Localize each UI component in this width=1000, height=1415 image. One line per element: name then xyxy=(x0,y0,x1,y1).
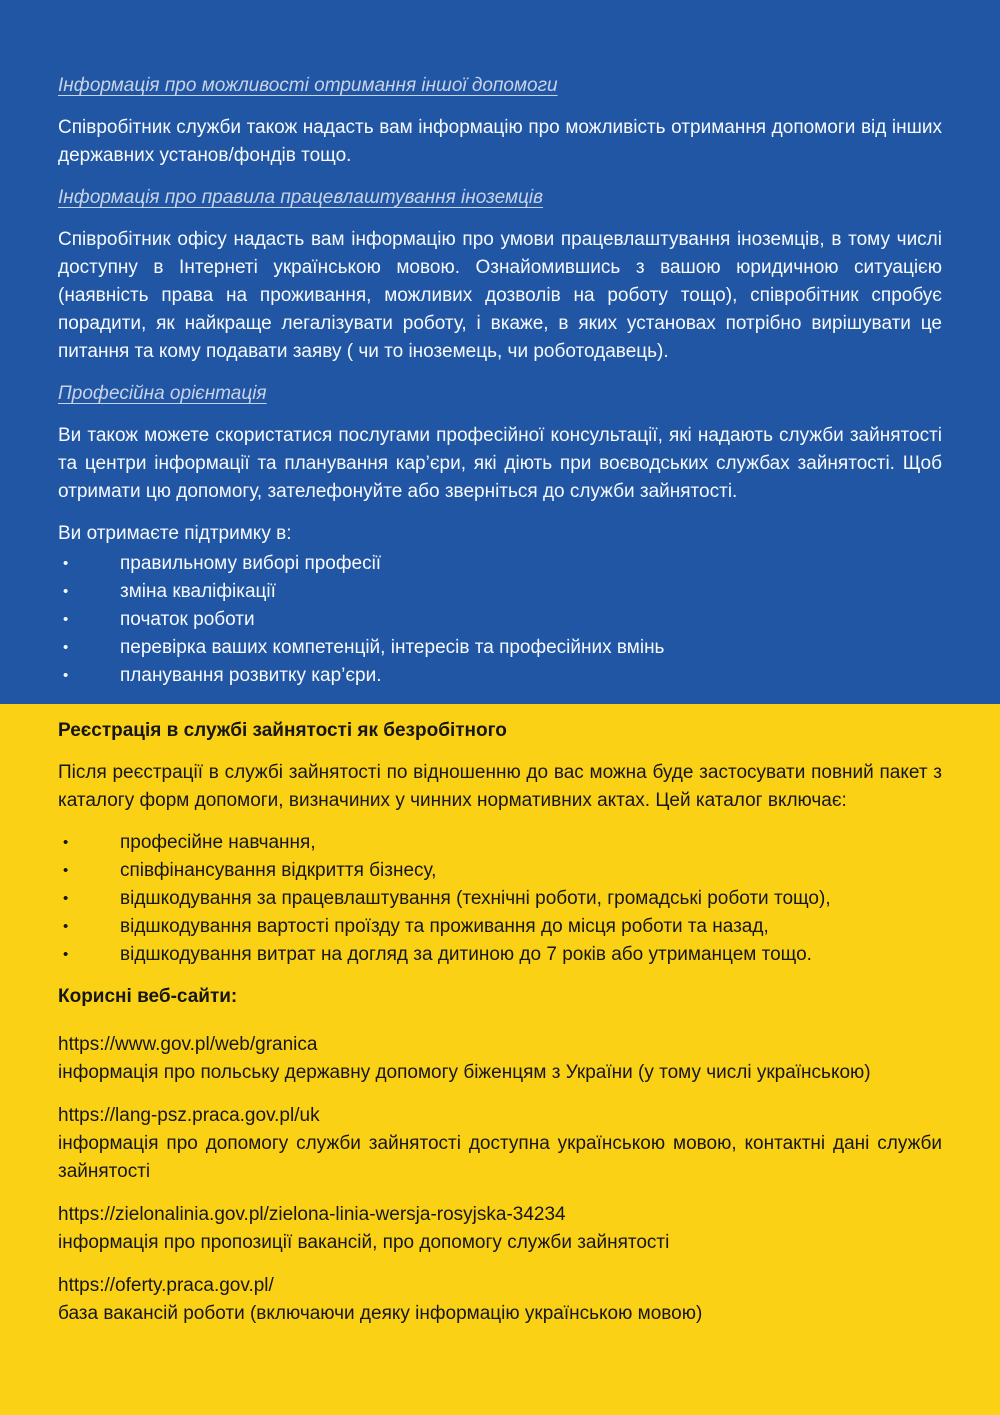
list-item: • відшкодування витрат на догляд за дитиною до 7 років або утриманцем тощо. xyxy=(58,941,942,969)
link-url-gov-pl-granica[interactable]: https://www.gov.pl/web/granica xyxy=(58,1034,318,1055)
link-description: база вакансій роботи (включаючи деяку інформацію українською мовою) xyxy=(58,1303,703,1324)
link-description: інформація про пропозиції вакансій, про допомогу служби зайнятості xyxy=(58,1232,670,1253)
link-url-lang-psz-praca[interactable]: https://lang-psz.praca.gov.pl/uk xyxy=(58,1105,320,1126)
section-paragraph-employment-rules: Співробітник офісу надасть вам інформацію про умови працевлаштування іноземців, в тому числі доступну в Інтернеті українською мовою. Ознайомившись з вашою юридичною ситуацією (наявність права на проживання, можливих дозволів на роботу тощо), співробітник спробує порадити, як найкраще легалізувати роботу, і вкаже, в яких установах потрібно вирішувати це питання та кому подавати заяву ( чи то іноземець, чи роботодавець). xyxy=(58,229,942,362)
link-url-zielonalinia[interactable]: https://zielonalinia.gov.pl/zielona-linia-wersja-rosyjska-34234 xyxy=(58,1204,566,1225)
list-item: • планування розвитку кар’єри. xyxy=(58,662,942,690)
list-item: • правильному виборі професії xyxy=(58,550,942,578)
website-entry xyxy=(58,1201,942,1257)
websites-heading: Корисні веб-сайти: xyxy=(58,986,238,1007)
list-item: • зміна кваліфікації xyxy=(58,578,942,606)
list-item: • перевірка ваших компетенцій, інтересів та професійних вмінь xyxy=(58,634,942,662)
list-item: • відшкодування вартості проїзду та проживання до місця роботи та назад, xyxy=(58,913,942,941)
link-url-oferty-praca[interactable]: https://oferty.praca.gov.pl/ xyxy=(58,1275,274,1296)
link-description: інформація про допомогу служби зайнятості доступна українською мовою, контактні дані служби зайнятості xyxy=(58,1133,942,1182)
section-heading-career-guidance: Професійна орієнтація xyxy=(58,383,267,404)
registration-heading: Реєстрація в службі зайнятості як безробітного xyxy=(58,720,507,741)
section-paragraph-career-guidance: Ви також можете скористатися послугами професійної консультації, які надають служби зайнятості та центри інформації та планування кар’єри, які діють при воєводських службах зайнятості. Щоб отримати цю допомогу, зателефонуйте або зверніться до служби зайнятості. xyxy=(58,425,942,502)
catalog-list xyxy=(58,829,942,969)
website-entry xyxy=(58,1102,942,1186)
website-entry xyxy=(58,1272,942,1328)
blue-section xyxy=(0,0,1000,704)
list-item: • співфінансування відкриття бізнесу, xyxy=(58,857,942,885)
support-list xyxy=(58,550,942,690)
list-item: • відшкодування за працевлаштування (технічні роботи, громадські роботи тощо), xyxy=(58,885,942,913)
support-intro: Ви отримаєте підтримку в: xyxy=(58,523,292,544)
link-description: інформація про польську державну допомогу біженцям з України (у тому числі українською) xyxy=(58,1062,871,1083)
list-item: • початок роботи xyxy=(58,606,942,634)
list-item: • професійне навчання, xyxy=(58,829,942,857)
section-heading-other-help: Інформація про можливості отримання іншої допомоги xyxy=(58,75,558,96)
website-entry xyxy=(58,1031,942,1087)
yellow-section xyxy=(0,704,1000,1415)
registration-paragraph: Після реєстрації в службі зайнятості по відношенню до вас можна буде застосувати повний пакет з каталогу форм допомоги, визначиних у чинних нормативних актах. Цей каталог включає: xyxy=(58,762,942,811)
section-heading-employment-rules: Інформація про правила працевлаштування іноземців xyxy=(58,187,544,208)
section-paragraph-other-help: Співробітник служби також надасть вам інформацію про можливість отримання допомоги від інших державних установ/фондів тощо. xyxy=(58,117,942,166)
